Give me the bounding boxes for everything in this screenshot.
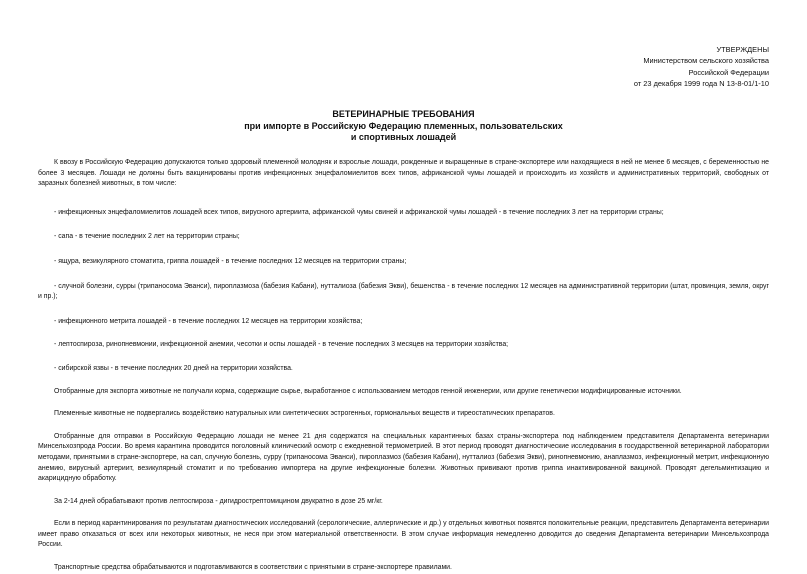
list-item: - инфекционного метрита лошадей - в течение последних 12 месяцев на территории хозяйства; (54, 317, 363, 325)
list-item: - ящура, везикулярного стоматита, гриппа лошадей - в течение последних 12 месяцев на территории страны; (54, 257, 407, 265)
document-title (0, 109, 807, 144)
paragraph-intro: К ввозу в Российскую Федерацию допускаются только здоровый племенной молодняк и взрослые лошади, рожденные и выращенные в стране-экспортере или находящиеся в ней не менее 6 месяцев, с беременностью не более 3 месяцев. Лошади не должны быть вакцинированы против инфекционных энцефаломиелитов всех типов, африканской чумы лошадей и происходить из хозяйств и административных территорий, свободных от заразных болезней животных, в том числе: (38, 159, 769, 188)
paragraph-hormones: Племенные животные не подвергались воздействию натуральных или синтетических эстрогенных, гормональных веществ и тиреостатических препаратов. (54, 410, 555, 418)
paragraph-positive-reactions: Если в период карантинирования по результатам диагностических исследований (серологические, аллергические и др.) у отдельных животных появятся положительные реакции, представитель Департамента ветеринарии имеет право отказаться от всех или некоторых животных, не неся при этом материальной ответственности. В этом случае информация немедленно доводится до сведения Департамента ветеринарии Минсельхозпрода России. (38, 520, 769, 549)
paragraph-leptospirosis: За 2-14 дней обрабатывают против лептоспироза - дигидрострептомицином двукратно в дозе 25 мг/кг. (54, 497, 383, 505)
approval-stamp (634, 44, 769, 90)
list-item: - лептоспироза, ринопневмонии, инфекционной анемии, чесотки и оспы лошадей - в течение последних 3 месяцев на территории хозяйства; (54, 341, 509, 349)
paragraph-quarantine: Отобранные для отправки в Российскую Федерацию лошади не менее 21 дня содержатся на специальных карантинных базах страны-экспортера под наблюдением представителя Департамента ветеринарии Минсельхозпрода России. Во время карантина проводится поголовный клинический осмотр с ежедневной термометрией. В этот период проводят диагностические исследования в государственной ветеринарной лаборатории методами, принятыми в стране-экспортере, на сап, случную болезнь, сурру (трипаносома Эванси), пироплазмоз (бабезия Кабани), нутталиоз (бабезия Экви), ринопневмонию, анаплазмоз, инфекционный метрит, инфекционную анемию, вирусный артериит, везикулярный стоматит и по требованию импортера на другие инфекционные болезни. Животных прививают против гриппа инактивированной вакциной. Проводят дегельминтизацию и акарицидную обработку. (38, 432, 769, 483)
paragraph-gmo: Отобранные для экспорта животные не получали корма, содержащие сырье, выработанное с использованием методов генной инженерии, или другие генетически модифицированные источники. (54, 387, 682, 395)
document-body (38, 158, 769, 574)
approval-line: УТВЕРЖДЕНЫ (716, 45, 769, 54)
approval-line: Российской Федерации (688, 67, 769, 77)
title-line: при импорте в Российскую Федерацию племенных, пользовательских (244, 120, 563, 131)
approval-line: от 23 декабря 1999 года N 13-8-01/1-10 (633, 79, 769, 89)
title-line: ВЕТЕРИНАРНЫЕ ТРЕБОВАНИЯ (332, 109, 475, 119)
paragraph-transport: Транспортные средства обрабатываются и подготавливаются в соответствии с принятыми в стране-экспортере правилами. (54, 564, 452, 572)
title-line: и спортивных лошадей (350, 132, 457, 143)
list-item: - сапа - в течение последних 2 лет на территории страны; (54, 233, 240, 241)
approval-line: Министерством сельского хозяйства (643, 56, 769, 66)
list-item: - инфекционных энцефаломиелитов лошадей всех типов, вирусного артериита, африканской чумы свиней и африканской чумы лошадей - в течение последних 3 лет на территории страны; (54, 208, 664, 216)
list-item: - случной болезни, сурры (трипаносома Эванси), пироплазмоза (бабезия Кабани), нутталиоза (бабезия Экви), бешенства - в течение последних 12 месяцев на административной территории (штат, провинция, земля, округ и пр.); (38, 282, 769, 301)
list-item: - сибирской язвы - в течение последних 20 дней на территории хозяйства. (54, 364, 293, 372)
